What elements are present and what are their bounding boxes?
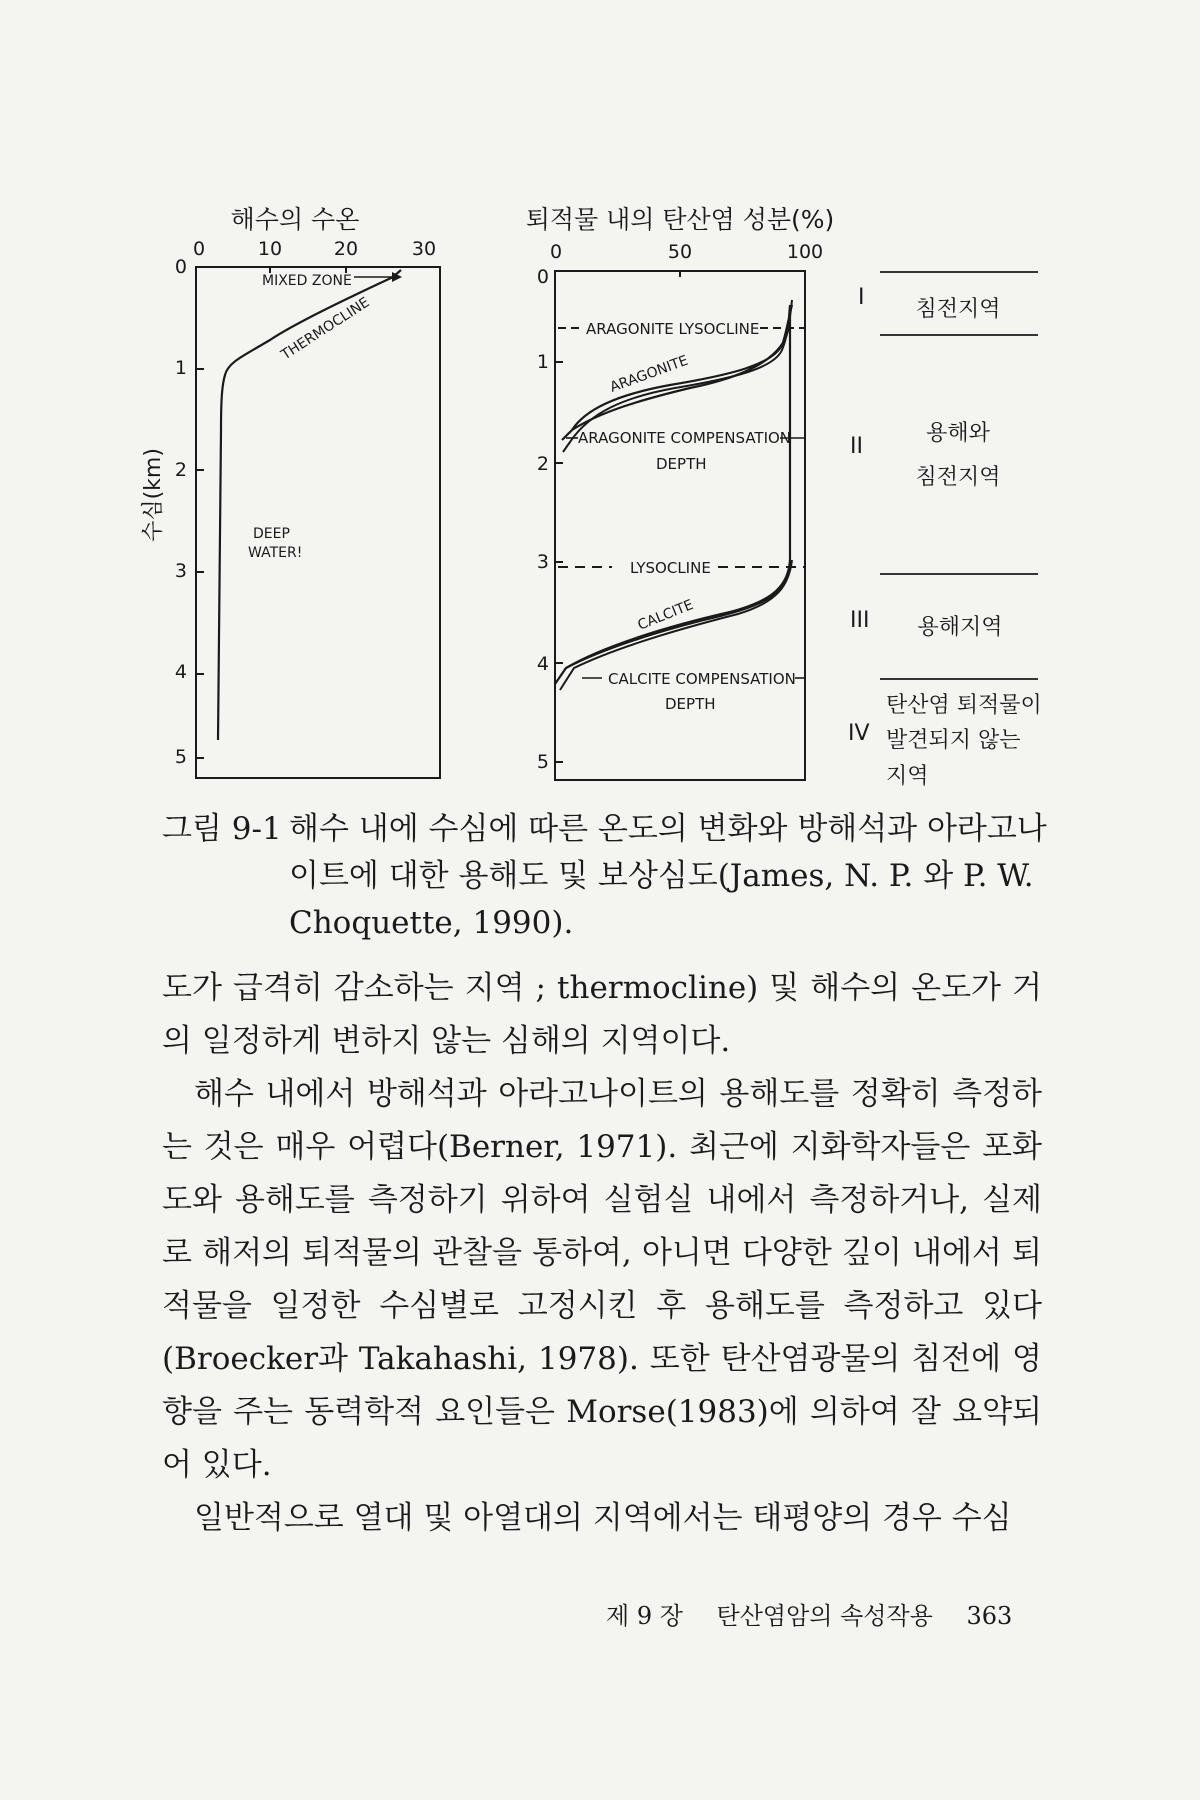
page-number: 363: [966, 1602, 1013, 1630]
zone-2-numeral: II: [850, 434, 863, 459]
caption-text: 해수 내에 수심에 따른 온도의 변화와 방해석과 아라고나이트에 대한 용해도 및 보상심도(James, N. P. 와 P. W. Choquette, 1990).: [289, 811, 1047, 941]
right-depth-2: 2: [536, 453, 549, 475]
left-panel-frame: [196, 267, 440, 778]
paragraph-3: 일반적으로 열대 및 아열대의 지역에서는 태평양의 경우 수심: [194, 1500, 1012, 1536]
zone-2-text-2: 침전지역: [915, 465, 1001, 490]
right-tick-100: 100: [786, 241, 824, 263]
aragonite-label: ARAGONITE: [607, 352, 691, 396]
ccd-label-1: CALCITE COMPENSATION: [608, 670, 796, 688]
deep-label: DEEP: [253, 526, 290, 542]
left-depth-3: 3: [174, 560, 187, 582]
left-depth-5: 5: [174, 746, 187, 768]
body-text: [162, 962, 1042, 1545]
water-label: WATER!: [248, 545, 303, 561]
y-axis-label: 수심(km): [141, 448, 166, 542]
mixed-zone-label: MIXED ZONE: [262, 273, 352, 289]
right-depth-5: 5: [536, 751, 549, 773]
left-tick-10: 10: [257, 238, 283, 260]
lysocline-label: LYSOCLINE: [630, 559, 711, 577]
left-depth-2: 2: [174, 459, 187, 481]
right-depth-1: 1: [536, 351, 549, 373]
zone-4-numeral: IV: [848, 721, 870, 746]
zone-1-numeral: I: [858, 285, 865, 310]
footer-title: 탄산염암의 속성작용: [716, 1602, 933, 1630]
footer-chapter: 제 9 장: [606, 1602, 683, 1630]
calcite-label: CALCITE: [635, 596, 696, 634]
page-footer: [606, 1596, 1038, 1631]
ccd-label-2: DEPTH: [665, 695, 716, 713]
acd-label-1: ARAGONITE COMPENSATION: [578, 429, 792, 447]
left-tick-0: 0: [192, 238, 206, 260]
figure-9-1: [0, 0, 1200, 800]
right-depth-4: 4: [536, 653, 549, 675]
right-tick-0: 0: [549, 241, 563, 263]
left-panel-title: 해수의 수온: [230, 205, 360, 234]
left-depth-4: 4: [174, 661, 187, 683]
zone-4-text-3: 지역: [886, 764, 929, 789]
thermocline-label: THERMOCLINE: [278, 294, 373, 364]
left-tick-20: 20: [333, 238, 359, 260]
aragonite-lysocline-label: ARAGONITE LYSOCLINE: [586, 320, 760, 338]
paragraph-1: 도가 급격히 감소하는 지역 ; thermocline) 및 해수의 온도가 거의 일정하게 변하지 않는 심해의 지역이다.: [162, 970, 1042, 1059]
acd-label-2: DEPTH: [656, 455, 707, 473]
right-panel-title: 퇴적물 내의 탄산염 성분(%): [525, 205, 835, 234]
left-tick-30: 30: [411, 238, 437, 260]
right-depth-0: 0: [536, 266, 549, 288]
paragraph-2: 해수 내에서 방해석과 아라고나이트의 용해도를 정확히 측정하는 것은 매우 어렵다(Berner, 1971). 최근에 지화학자들은 포화도와 용해도를 측정하기 위하여 실험실 내에서 측정하거나, 실제로 해저의 퇴적물의 관찰을 통하여, 아니면 다양한 깊이 내에서 퇴적물을 일정한 수심별로 고정시킨 후 용해도를 측정하고 있다(Broecker과 Takahashi, 1978). 또한 탄산염광물의 침전에 영향을 주는 동력학적 요인들은 Morse(1983)에 의하여 잘 요약되어 있다.: [162, 1076, 1042, 1483]
zone-1-text: 침전지역: [915, 297, 1001, 322]
caption-label: 그림 9-1: [162, 811, 282, 847]
zone-4-text-1: 탄산염 퇴적물이: [886, 693, 1042, 718]
figure-caption: [162, 806, 1062, 947]
zone-4-text-2: 발견되지 않는: [886, 728, 1021, 753]
zone-3-numeral: III: [850, 608, 870, 633]
zone-2-text-1: 용해와: [926, 421, 990, 446]
right-depth-3: 3: [536, 551, 549, 573]
left-depth-1: 1: [174, 357, 187, 379]
zone-3-text: 용해지역: [917, 615, 1003, 640]
right-tick-50: 50: [667, 241, 693, 263]
left-depth-0: 0: [174, 256, 187, 278]
